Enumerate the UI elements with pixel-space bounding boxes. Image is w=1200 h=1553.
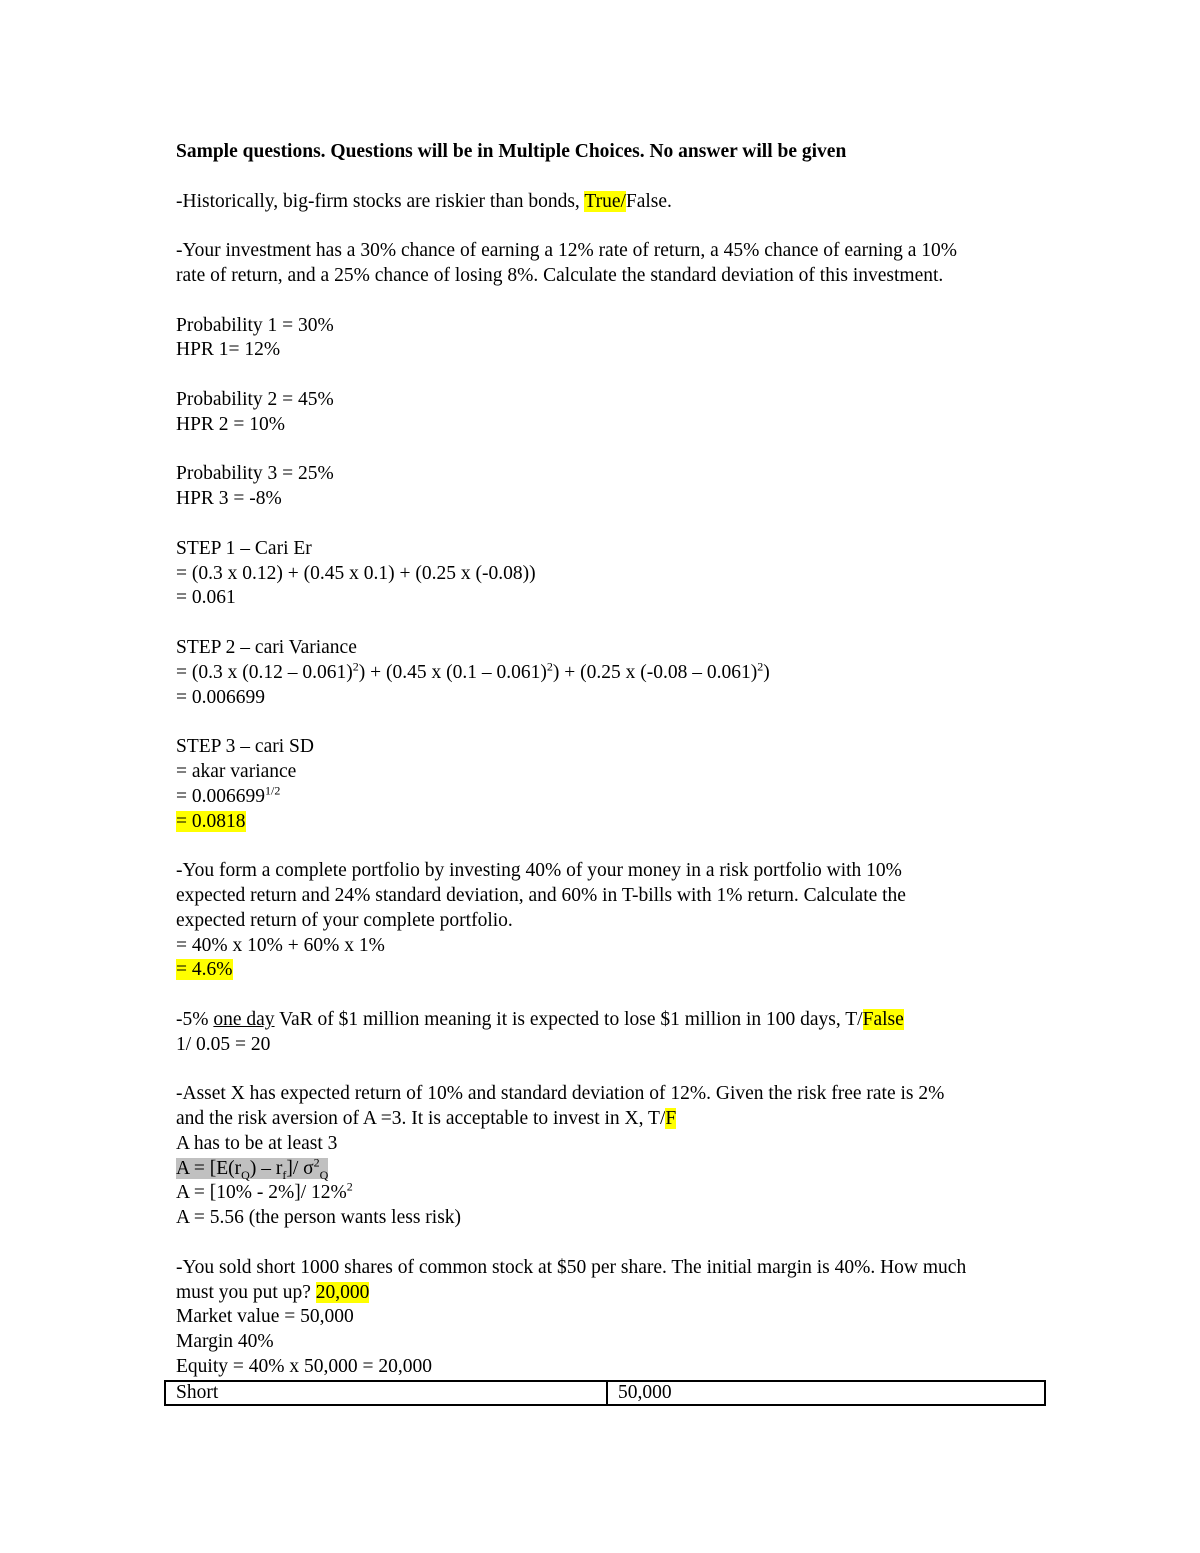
equity: Equity = 40% x 50,000 = 20,000 (176, 1356, 432, 1378)
spacer (176, 710, 1056, 735)
spacer (176, 438, 1056, 463)
formula-highlight (176, 1155, 329, 1182)
q4-answer-highlight: False (862, 1008, 904, 1030)
subscript-q: Q (319, 1167, 329, 1182)
step-3-title: STEP 3 – cari SD (176, 736, 314, 758)
step-1-title: STEP 1 – Cari Er (176, 537, 312, 559)
step-3-line-2 (176, 785, 1056, 810)
q5-answer-highlight: F (665, 1108, 677, 1130)
q5-calc-text: A = [10% - 2%]/ 12% (176, 1182, 347, 1204)
superscript-2: 2 (313, 1155, 320, 1170)
question-5-calc (176, 1181, 1056, 1206)
formula-part-b: ) – r (249, 1157, 283, 1179)
q5-line-2-text: and the risk aversion of A =3. It is acceptable to invest in X, T/ (176, 1108, 666, 1130)
spacer (176, 983, 1056, 1008)
question-3-line-1: -You form a complete portfolio by investing 40% of your money in a risk portfolio with 10% (176, 860, 902, 882)
spacer (176, 165, 1056, 190)
question-5-result: A = 5.56 (the person wants less risk) (176, 1207, 462, 1229)
table-cell-value: 50,000 (607, 1381, 1045, 1405)
question-3-answer (176, 958, 1056, 983)
exponent-half: 1/2 (265, 783, 281, 798)
formula-part-a: A = [E(r (176, 1157, 242, 1179)
step-2-calc (176, 661, 1056, 686)
probability-1: Probability 1 = 30% (176, 314, 334, 336)
step-2-part-3: ) + (0.25 x (-0.08 – 0.061) (552, 661, 758, 683)
question-1 (176, 190, 1056, 215)
step-1-result: = 0.061 (176, 587, 236, 609)
margin: Margin 40% (176, 1331, 274, 1353)
spacer (176, 1057, 1056, 1082)
market-value: Market value = 50,000 (176, 1306, 354, 1328)
table-cell-short: Short (165, 1381, 607, 1405)
q3-answer-highlight: = 4.6% (176, 959, 233, 981)
step-2-part-1: = (0.3 x (0.12 – 0.061) (176, 661, 353, 683)
question-4 (176, 1008, 1056, 1033)
q1-text: -Historically, big-firm stocks are riskier than bonds, (176, 190, 585, 212)
hpr-3: HPR 3 = -8% (176, 488, 282, 510)
document-title: Sample questions. Questions will be in Multiple Choices. No answer will be given (176, 141, 847, 162)
question-6-line-2 (176, 1281, 1056, 1306)
spacer (176, 363, 1056, 388)
subscript-f: f (282, 1167, 287, 1182)
document-page (176, 140, 1056, 1406)
q4-middle: VaR of $1 million meaning it is expected to lose $1 million in 100 days, T/ (274, 1008, 863, 1030)
question-4-calc: 1/ 0.05 = 20 (176, 1033, 271, 1055)
exponent-2: 2 (352, 659, 359, 674)
question-6-line-1: -You sold short 1000 shares of common stock at $50 per share. The initial margin is 40%. How much (176, 1256, 967, 1278)
exponent-2: 2 (546, 659, 553, 674)
superscript-2: 2 (346, 1179, 353, 1194)
q4-prefix: -5% (176, 1008, 214, 1030)
step-2-part-2: ) + (0.45 x (0.1 – 0.061) (358, 661, 547, 683)
q6-answer-highlight: 20,000 (315, 1281, 370, 1303)
step-2-part-4: ) (763, 661, 770, 683)
question-5-line-1: -Asset X has expected return of 10% and standard deviation of 12%. Given the risk free rate is 2% (176, 1083, 945, 1105)
question-5-line-2 (176, 1107, 1056, 1132)
exponent-2: 2 (757, 659, 764, 674)
short-table (164, 1380, 1046, 1406)
step-2-title: STEP 2 – cari Variance (176, 636, 357, 658)
question-2-line-1: -Your investment has a 30% chance of earning a 12% rate of return, a 45% chance of earning a 10% (176, 240, 957, 262)
spacer (176, 214, 1056, 239)
spacer (176, 1231, 1056, 1256)
step-1-calc: = (0.3 x 0.12) + (0.45 x 0.1) + (0.25 x (-0.08)) (176, 562, 536, 584)
q6-line-2-text: must you put up? (176, 1281, 316, 1303)
hpr-1: HPR 1= 12% (176, 339, 281, 361)
formula-part-c: ]/ σ (286, 1157, 314, 1179)
q1-answer-highlight: True/ (584, 190, 626, 212)
hpr-2: HPR 2 = 10% (176, 413, 286, 435)
step-3-value: = 0.006699 (176, 785, 265, 807)
question-5-line-3: A has to be at least 3 (176, 1132, 338, 1154)
question-2-line-2: rate of return, and a 25% chance of losing 8%. Calculate the standard deviation of this investment. (176, 264, 944, 286)
question-3-calc: = 40% x 10% + 60% x 1% (176, 934, 385, 956)
table-row (165, 1381, 1045, 1405)
question-3-line-2: expected return and 24% standard deviation, and 60% in T-bills with 1% return. Calculate the (176, 884, 906, 906)
question-3-line-3: expected return of your complete portfolio. (176, 909, 513, 931)
q4-underlined: one day (213, 1008, 275, 1030)
probability-2: Probability 2 = 45% (176, 388, 334, 410)
q1-text-after: False. (625, 190, 672, 212)
spacer (176, 611, 1056, 636)
probability-3: Probability 3 = 25% (176, 463, 334, 485)
step-2-result: = 0.006699 (176, 686, 265, 708)
subscript-q: Q (241, 1167, 250, 1182)
step-3-line-1: = akar variance (176, 760, 297, 782)
question-5-formula (176, 1157, 1056, 1182)
step-3-answer (176, 810, 1056, 835)
spacer (176, 512, 1056, 537)
spacer (176, 289, 1056, 314)
spacer (176, 834, 1056, 859)
step-3-answer-highlight: = 0.0818 (176, 810, 246, 832)
